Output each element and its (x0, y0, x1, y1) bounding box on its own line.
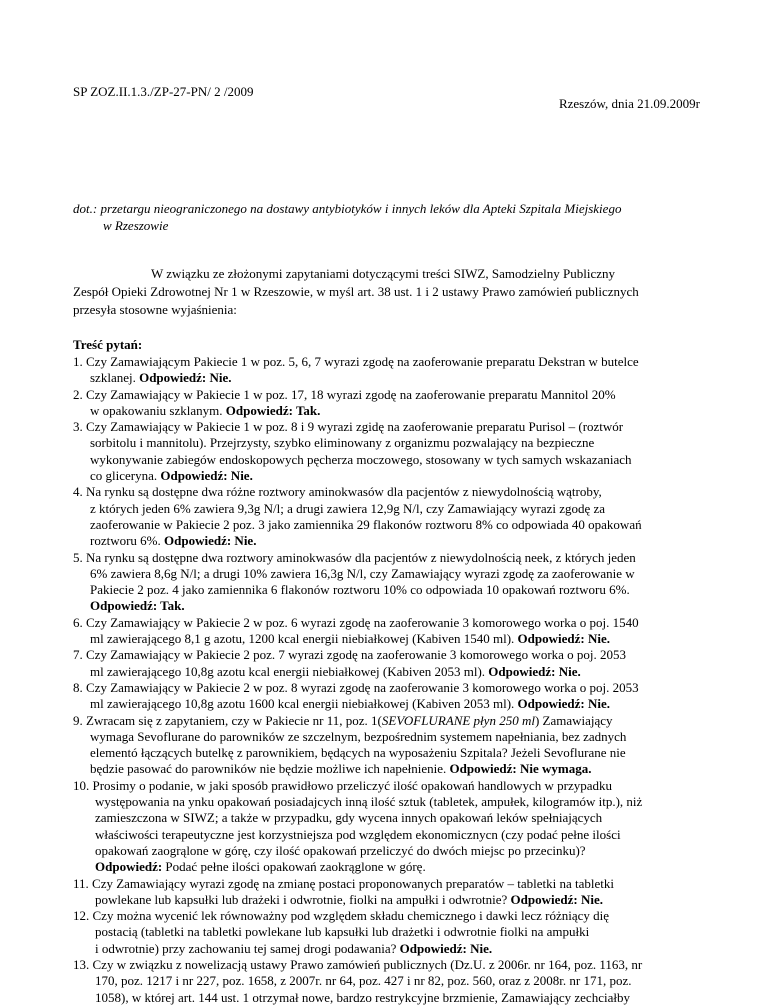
answer-text: Odpowiedź: Tak. (90, 598, 185, 614)
subject-line (73, 200, 713, 234)
question-line (73, 468, 701, 484)
question-line (73, 566, 701, 582)
question-line (73, 892, 701, 908)
question-text: ml zawierającego 10,8g azotu 1600 kcal energii niebiałkowej (Kabiven 2053 ml). (90, 696, 518, 712)
question-line (73, 810, 701, 826)
question-text: 7. Czy Zamawiający w Pakiecie 2 poz. 7 wyrazi zgodę na zaoferowanie 3 komorowego worka o poj. 2053 (73, 647, 627, 663)
question-text: i odwrotnie) przy zachowaniu tej samej drogi podawania? (95, 940, 400, 956)
questions-list (73, 354, 701, 1006)
question-text: 1058), w której art. 144 ust. 1 otrzymał nowe, bardzo restrykcyjne brzmienie, Zamawiający zechciałby (95, 989, 630, 1005)
subject-line-2: w Rzeszowie (103, 218, 169, 233)
question-item (73, 680, 701, 713)
question-text: szklanej. (90, 370, 140, 386)
document-date: Rzeszów, dnia 21.09.2009r (558, 96, 700, 111)
question-text: ml zawierającego 10,8g azotu kcal energii niebiałkowej (Kabiven 2053 ml). (90, 663, 489, 679)
question-line (73, 745, 701, 761)
question-line (73, 973, 701, 989)
question-text: postacią (tabletki na tabletki powlekane lub kapsułki lub drażetki i odwrotnie fiolki na ampułki (95, 924, 590, 940)
question-text: 9. Zwracam się z zapytaniem, czy w Pakiecie nr 11, poz. 1(SEVOFLURANE płyn 250 ml) Zamawiający (73, 712, 613, 728)
question-text: w opakowaniu szklanym. (90, 402, 226, 418)
answer-text: Odpowiedź: Tak. (225, 402, 321, 418)
question-text: 170, poz. 1217 i nr 227, poz. 1658, z 2007r. nr 64, poz. 427 i nr 82, poz. 560, oraz z 2008r. nr 171, poz. (95, 973, 632, 989)
question-line (73, 550, 701, 566)
question-item (73, 354, 701, 387)
intro-line-2: Zespół Opieki Zdrowotnej Nr 1 w Rzeszowie, w myśl art. 38 ust. 1 i 2 ustawy Prawo zamówień publicznych (73, 284, 639, 299)
answer-detail: Podać pełne ilości opakowań zaokrąglone w górę. (162, 859, 426, 875)
question-item (73, 876, 701, 909)
question-item (73, 778, 701, 876)
question-text: 8. Czy Zamawiający w Pakiecie 2 w poz. 8 wyrazi zgodę na zaoferowanie 3 komorowego worka o poj. 2053 (73, 679, 639, 695)
answer-text: Odpowiedź: Nie wymaga. (449, 761, 592, 777)
question-text: 4. Na rynku są dostępne dwa różne roztwory aminokwasów dla pacjentów z niewydolnością wątroby, (73, 484, 602, 500)
question-line (73, 517, 701, 533)
question-line (73, 598, 701, 614)
intro-paragraph (73, 265, 701, 319)
question-line (73, 680, 701, 696)
question-text: 5. Na rynku są dostępne dwa roztwory aminokwasów dla pacjentów z niewydolnością neek, z których jeden (73, 549, 636, 565)
question-line (73, 924, 701, 940)
question-text: powlekane lub kapsułki lub drażeki i odwrotnie, fiolki na ampułki i odwrotnie? (95, 891, 511, 907)
question-text: 13. Czy w związku z nowelizacją ustawy Prawo zamówień publicznych (Dz.U. z 2006r. nr 164, poz. 1163, nr (73, 956, 643, 972)
question-text: 2. Czy Zamawiający w Pakiecie 1 w poz. 17, 18 wyrazi zgodę na zaoferowanie preparatu Mannitol 20% (73, 386, 616, 402)
subject-line-1: dot.: przetargu nieograniczonego na dostawy antybiotyków i innych leków dla Apteki Szpitala Miejskiego (73, 201, 622, 216)
question-line (73, 501, 701, 517)
question-line (73, 843, 701, 859)
question-text: Pakiecie 2 poz. 4 jako zamiennika 6 flakonów roztworu 10% co odpowiada 10 opakowań roztworu 6%. (90, 582, 630, 598)
question-line (73, 582, 701, 598)
answer-text: Odpowiedź: (95, 859, 163, 875)
question-line (73, 761, 701, 777)
question-text: 11. Czy Zamawiający wyrazi zgodę na zmianę postaci proponowanych preparatów – tabletki na tabletki (73, 875, 614, 891)
question-text: zaoferowanie w Pakiecie 2 poz. 3 jako zamiennika 29 flakonów roztworu 8% co odpowiada 40 opakowań (90, 516, 642, 532)
question-line (73, 876, 701, 892)
question-text: co gliceryna. (90, 468, 161, 484)
question-line (73, 452, 701, 468)
answer-text: Odpowiedź: Nie. (160, 468, 253, 484)
question-line (73, 908, 701, 924)
question-text: z których jeden 6% zawiera 9,3g N/l; a drugi zawiera 12,9g N/l, czy Zamawiający wyrazi zgodę za (90, 500, 606, 516)
question-text: sorbitolu i mannitolu). Przejrzysty, szybko eliminowany z organizmu pozwalający na bezpieczne (90, 435, 595, 451)
question-line (73, 664, 701, 680)
answer-text: Odpowiedź: Nie. (517, 696, 610, 712)
question-text: opakowań zaogrąlone w górę, czy ilość opakowań przeliczyć do dwóch miejsc po przecinku)? (95, 842, 586, 858)
question-item (73, 615, 701, 648)
question-text: roztworu 6%. (90, 533, 165, 549)
question-line (73, 354, 701, 370)
reference-number: SP ZOZ.II.1.3./ZP-27-PN/ 2 /2009 (73, 84, 254, 99)
question-line (73, 778, 701, 794)
answer-text: Odpowiedź: Nie. (139, 370, 232, 386)
question-line (73, 827, 701, 843)
question-line (73, 631, 701, 647)
question-item (73, 484, 701, 549)
intro-line-1: W związku ze złożonymi zapytaniami dotyczącymi treści SIWZ, Samodzielny Publiczny (151, 266, 615, 281)
question-line (73, 696, 701, 712)
question-line (73, 729, 701, 745)
question-line (73, 794, 701, 810)
answer-text: Odpowiedź: Nie. (488, 663, 581, 679)
question-text: występowania na ynku opakowań posiadajcych inną ilość sztuk (tabletek, ampułek, kilogramów itp.), niż (95, 794, 643, 810)
question-text: 12. Czy można wycenić lek równoważny pod względem składu chemicznego i dawki lecz różniący dię (73, 908, 610, 924)
question-text: zamieszczona w SIWZ; a także w przypadku, gdy wycena innych opakowań leków spełniających (95, 810, 603, 826)
question-text: ml zawierającego 8,1 g azotu, 1200 kcal energii niebiałkowej (Kabiven 1540 ml). (90, 631, 518, 647)
question-line (73, 387, 701, 403)
question-line (73, 484, 701, 500)
question-line (73, 647, 701, 663)
question-text: 6% zawiera 8,6g N/l; a drugi 10% zawiera 16,3g N/l, czy Zamawiający wyrazi zgodę za zaoferowanie w (90, 565, 635, 581)
question-line (73, 403, 701, 419)
answer-text: Odpowiedź: Nie. (517, 631, 610, 647)
intro-line-3: przesyła stosowne wyjaśnienia: (73, 302, 237, 317)
questions-heading: Treść pytań: (73, 337, 143, 352)
question-text: 3. Czy Zamawiający w Pakiecie 1 w poz. 8 i 9 wyrazi zgidę na zaoferowanie preparatu Purisol – (roztwór (73, 419, 624, 435)
question-line (73, 957, 701, 973)
question-line (73, 435, 701, 451)
question-line (73, 615, 701, 631)
question-item (73, 713, 701, 778)
question-line (73, 533, 701, 549)
question-text: właściwości terapeutyczne jest korzystniejsza pod względem ekonomicznycn (czy podać pełne ilości (95, 826, 621, 842)
drug-name-emphasis: SEVOFLURANE płyn 250 ml (381, 712, 535, 728)
question-item (73, 550, 701, 615)
question-item (73, 957, 701, 1006)
question-line (73, 990, 701, 1006)
question-item (73, 647, 701, 680)
question-line (73, 859, 701, 875)
answer-text: Odpowiedź: Nie. (510, 891, 603, 907)
question-text: wykonywanie zabiegów endoskopowych pęcherza moczowego, stosowany w tych samych wskazaniach (90, 451, 632, 467)
answer-text: Odpowiedź: Nie. (164, 533, 257, 549)
question-text: 10. Prosimy o podanie, w jaki sposób prawidłowo przeliczyć ilość opakowań handlowych w przypadku (73, 777, 613, 793)
question-line (73, 713, 701, 729)
question-text: elementó łączących butelkę z parownikiem, będących na wyposażeniu Szpitala? Jeżeli Sevoflurane nie (90, 745, 626, 761)
question-text: 6. Czy Zamawiający w Pakiecie 2 w poz. 6 wyrazi zgodę na zaoferowanie 3 komorowego worka o poj. 1540 (73, 614, 639, 630)
question-line (73, 941, 701, 957)
question-line (73, 419, 701, 435)
question-text: wymaga Sevoflurane do parowników ze szczelnym, bezpośrednim systemem napełniania, bez zadnych (90, 728, 627, 744)
question-item (73, 419, 701, 484)
question-text: 1. Czy Zamawiającym Pakiecie 1 w poz. 5, 6, 7 wyrazi zgodę na zaoferowanie preparatu Dekstran w butelce (73, 354, 639, 369)
question-text: będzie pasować do parowników nie będzie możliwe ich napełnienie. (90, 761, 450, 777)
question-item (73, 908, 701, 957)
question-item (73, 387, 701, 420)
answer-text: Odpowiedź: Nie. (399, 940, 493, 956)
question-line (73, 370, 701, 386)
